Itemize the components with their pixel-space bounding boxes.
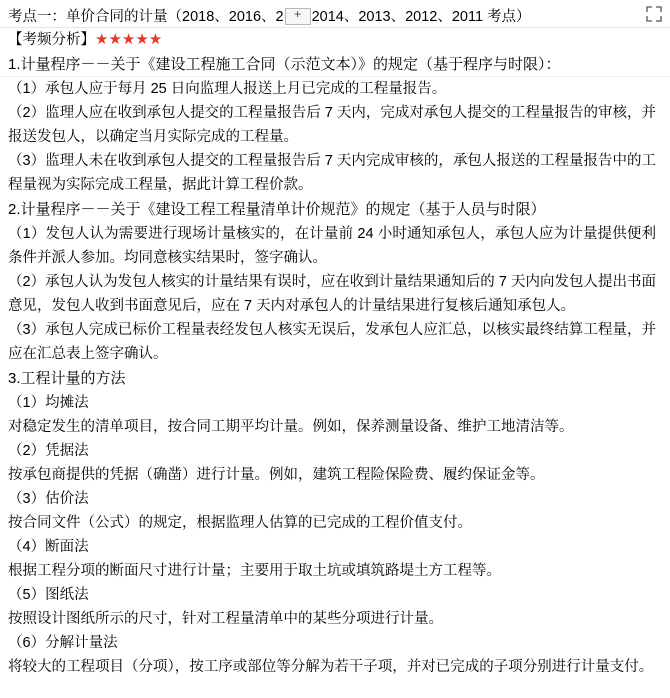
divider-second <box>0 76 670 77</box>
paragraph: （1）发包人认为需要进行现场计量核实的，在计量前 24 小时通知承包人，承包人应为计量提供便利条件并派人参加。均同意核实结果时，签字确认。 <box>8 226 656 266</box>
method-label: （1）均摊法 <box>8 395 89 411</box>
page-title <box>8 6 656 28</box>
frequency-analysis <box>8 28 656 52</box>
method-label: （4）断面法 <box>8 539 89 555</box>
expand-plus-icon[interactable] <box>285 8 311 25</box>
method-text: 将较大的工程项目（分项），按工序或部位等分解为若干子项，并对已完成的子项分别进行计量支付。 <box>8 659 654 675</box>
star-rating: ★★★★★ <box>95 31 163 48</box>
method-label: （3）估价法 <box>8 491 89 507</box>
section-heading: 1.计量程序－－关于《建设工程施工合同（示范文本）》的规定（基于程序与时限）： <box>8 56 561 73</box>
title-suffix: 2014、2013、2012、2011 考点） <box>311 9 531 25</box>
paragraph: （1）承包人应于每月 25 日向监理人报送上月已完成的工程量报告。 <box>8 81 447 97</box>
method-text: 按照设计图纸所示的尺寸，针对工程量清单中的某些分项进行计量。 <box>8 611 443 627</box>
paragraph: （3）承包人完成已标价工程量表经发包人核实无误后，发承包人应汇总，以核实最终结算工程量，并应在汇总表上签字确认。 <box>8 322 656 362</box>
method-label: （6）分解计量法 <box>8 635 118 651</box>
method-text: 按合同文件（公式）的规定，根据监理人估算的已完成的工程价值支付。 <box>8 515 472 531</box>
section-heading: 3.工程计量的方法 <box>8 370 126 387</box>
frequency-label: 考频分析】 <box>22 32 95 48</box>
section-heading: 2.计量程序－－关于《建设工程工程量清单计价规范》的规定（基于人员与时限） <box>8 201 546 218</box>
paragraph: （2）承包人认为发包人核实的计量结果有误时，应在收到计量结果通知后的 7 天内向发包人提出书面意见，发包人收到书面意见后，应在 7 天内对承包人的计量结果进行复核后通知承包人。 <box>8 274 656 314</box>
title-prefix: 考点一：单价合同的计量（2018、2016、2 <box>8 9 284 25</box>
frequency-bracket-open: 【 <box>8 32 23 48</box>
expand-arrows-icon[interactable] <box>644 4 664 24</box>
method-label: （2）凭据法 <box>8 443 89 459</box>
method-text: 对稳定发生的清单项目，按合同工期平均计量。例如，保养测量设备、维护工地清洁等。 <box>8 419 574 435</box>
method-label: （5）图纸法 <box>8 587 89 603</box>
method-text: 按承包商提供的凭据（确凿）进行计量。例如，建筑工程险保险费、履约保证金等。 <box>8 467 545 483</box>
method-text: 根据工程分项的断面尺寸进行计量；主要用于取土坑或填筑路堤土方工程等。 <box>8 563 501 579</box>
paragraph: （2）监理人应在收到承包人提交的工程量报告后 7 天内，完成对承包人提交的工程量报告的审核，并报送发包人，以确定当月实际完成的工程量。 <box>8 105 656 145</box>
paragraph: （3）监理人未在收到承包人提交的工程量报告后 7 天内完成审核的，承包人报送的工程量报告中的工程量视为实际完成工程量，据此计算工程价款。 <box>8 153 656 193</box>
